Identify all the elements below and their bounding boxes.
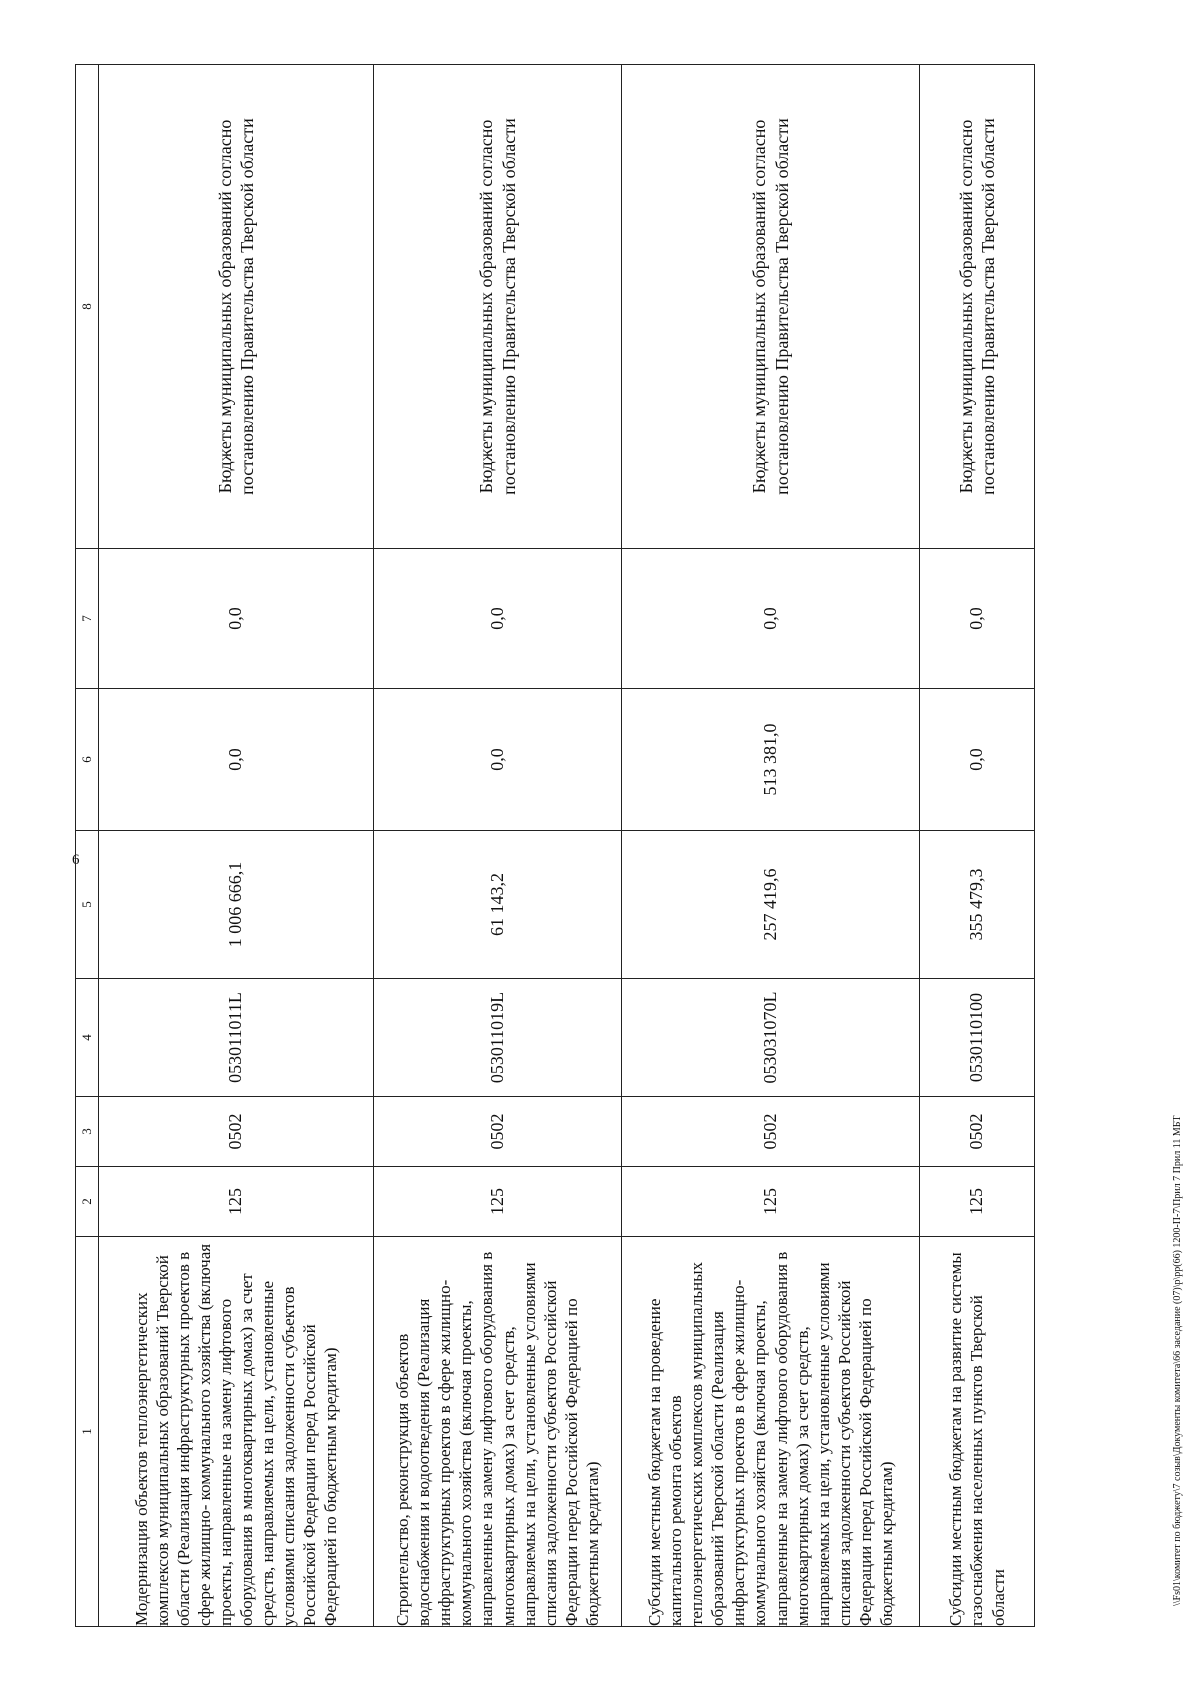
section-code: 0502 xyxy=(99,1097,374,1167)
amount-col7: 0,0 xyxy=(920,549,1035,689)
target-code: 053011011L xyxy=(99,979,374,1097)
amount-col7: 0,0 xyxy=(99,549,374,689)
footer-file-path: \\Fs01\комитет по бюджету\7 созыв\Документы комитета\66 заседание (07)\р\рр(66) 1200-П-7\Прил 7 Прил 11 МБТ xyxy=(1172,1115,1183,1606)
recipient-cell xyxy=(920,65,1035,549)
recipient: Бюджеты муниципальных образований согласно постановлению Правительства Тверской области xyxy=(214,118,257,495)
column-number-row xyxy=(76,65,99,1627)
column-number: 3 xyxy=(76,1097,99,1167)
recipient: Бюджеты муниципальных образований согласно постановлению Правительства Тверской области xyxy=(955,118,998,495)
amount-col7: 0,0 xyxy=(374,549,622,689)
page-number: 6 xyxy=(72,852,80,868)
column-number: 1 xyxy=(76,1237,99,1627)
amount-col6: 513 381,0 xyxy=(622,689,920,831)
admin-code: 125 xyxy=(374,1167,622,1237)
table-row xyxy=(920,65,1035,1627)
target-code: 053031070L xyxy=(622,979,920,1097)
amount-col5: 1 006 666,1 xyxy=(99,831,374,979)
section-code: 0502 xyxy=(622,1097,920,1167)
column-number: 5 xyxy=(76,831,99,979)
section-code: 0502 xyxy=(920,1097,1035,1167)
column-number: 6 xyxy=(76,689,99,831)
column-number: 4 xyxy=(76,979,99,1097)
amount-col5: 257 419,6 xyxy=(622,831,920,979)
row-name: Субсидии местным бюджетам на проведение капитального ремонта объектов теплоэнергетических комплексов муниципальных образований Тверской области (Реализация инфраструктурных проектов в сфере жилищно-коммунального хозяйства (включая проекты, направленные на замену лифтового оборудования в многоквартирных домах) за счет средств, направляемых на цели, установленные условиями списания задолженности субъектов Российской Федерации перед Российской Федерацией по бюджетным кредитам) xyxy=(645,1251,896,1626)
amount-col5: 355 479,3 xyxy=(920,831,1035,979)
row-name: Субсидии местным бюджетам на развитие системы газоснабжения населенных пунктов Тверской области xyxy=(946,1252,1008,1626)
budget-table xyxy=(75,64,1035,1627)
admin-code: 125 xyxy=(920,1167,1035,1237)
row-name-cell xyxy=(99,1237,374,1627)
admin-code: 125 xyxy=(99,1167,374,1237)
recipient-cell xyxy=(374,65,622,549)
target-code: 0530110100 xyxy=(920,979,1035,1097)
amount-col7: 0,0 xyxy=(622,549,920,689)
row-name-cell xyxy=(920,1237,1035,1627)
amount-col6: 0,0 xyxy=(99,689,374,831)
section-code: 0502 xyxy=(374,1097,622,1167)
row-name: Строительство, реконструкция объектов водоснабжения и водоотведения (Реализация инфраструктурных проектов в сфере жилищно-коммунального хозяйства (включая проекты, направленные на замену лифтового оборудования в многоквартирных домах) за счет средств, направляемых на цели, установленные условиями списания задолженности субъектов Российской Федерации перед Российской Федерацией по бюджетным кредитам) xyxy=(393,1251,602,1626)
recipient-cell xyxy=(622,65,920,549)
column-number: 7 xyxy=(76,549,99,689)
row-name-cell xyxy=(374,1237,622,1627)
row-name-cell xyxy=(622,1237,920,1627)
table-row xyxy=(622,65,920,1627)
amount-col6: 0,0 xyxy=(920,689,1035,831)
recipient: Бюджеты муниципальных образований согласно постановлению Правительства Тверской области xyxy=(476,118,519,495)
recipient-cell xyxy=(99,65,374,549)
row-name: Модернизация объектов теплоэнергетических комплексов муниципальных образований Тверской области (Реализация инфраструктурных проектов в сфере жилищно- коммунального хозяйства (включая проекты, направленные на замену лифтового оборудования в многоквартирных домах) за счет средств, направляемых на цели, установленные условиями списания задолженности субъектов Российской Федерации перед Российской Федерацией по бюджетным кредитам) xyxy=(131,1243,341,1626)
table-row xyxy=(99,65,374,1627)
column-number: 2 xyxy=(76,1167,99,1237)
rotated-table-container xyxy=(75,65,1035,1627)
column-number: 8 xyxy=(76,65,99,549)
amount-col5: 61 143,2 xyxy=(374,831,622,979)
target-code: 053011019L xyxy=(374,979,622,1097)
admin-code: 125 xyxy=(622,1167,920,1237)
recipient: Бюджеты муниципальных образований согласно постановлению Правительства Тверской области xyxy=(749,118,792,495)
amount-col6: 0,0 xyxy=(374,689,622,831)
table-row xyxy=(374,65,622,1627)
